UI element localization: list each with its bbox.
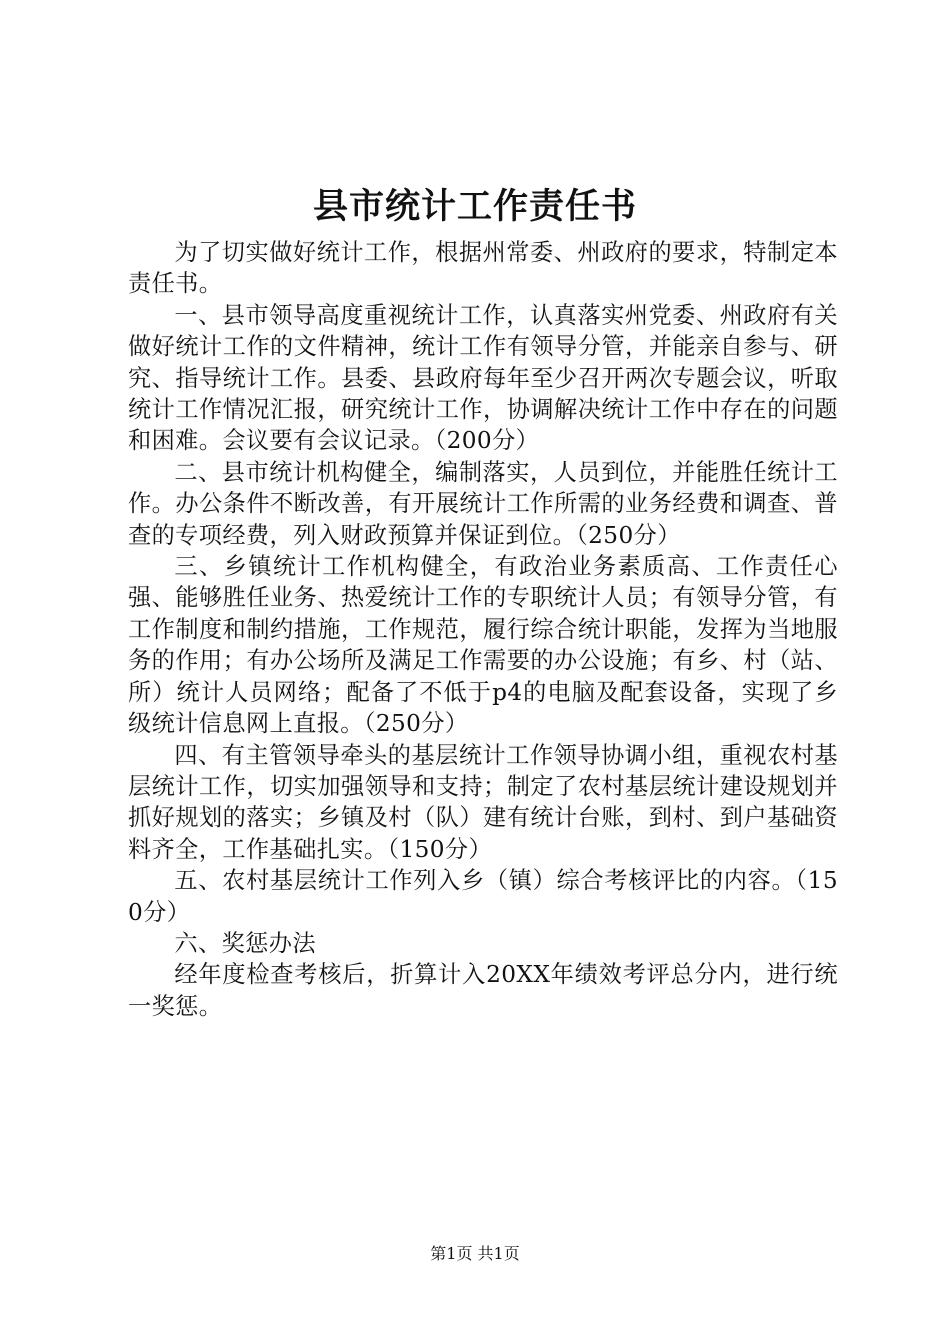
- paragraph-item-3: 三、乡镇统计工作机构健全，有政治业务素质高、工作责任心强、能够胜任业务、热爱统计工作的专职统计人员；有领导分管，有工作制度和制约措施，工作规范，履行综合统计职能，发挥为当地服务的作用；有办公场所及满足工作需要的办公设施；有乡、村（站、所）统计人员网络；配备了不低于p4的电脑及配套设备，实现了乡级统计信息网上直报。（250分）: [128, 553, 838, 738]
- paragraph-closing: 经年度检查考核后，折算计入20XX年绩效考评总分内，进行统一奖惩。: [128, 961, 838, 1020]
- document-body: [128, 237, 838, 1022]
- document-title: 县市统计工作责任书: [312, 186, 637, 227]
- paragraph-item-2: 二、县市统计机构健全，编制落实，人员到位，并能胜任统计工作。办公条件不断改善，有开展统计工作所需的业务经费和调查、普查的专项经费，列入财政预算并保证到位。（250分）: [128, 458, 838, 549]
- paragraph-intro: 为了切实做好统计工作，根据州常委、州政府的要求，特制定本责任书。: [128, 239, 838, 298]
- paragraph-item-4: 四、有主管领导牵头的基层统计工作领导协调小组，重视农村基层统计工作，切实加强领导和支持；制定了农村基层统计建设规划并抓好规划的落实；乡镇及村（队）建有统计台账，到村、到户基础资料齐全，工作基础扎实。（150分）: [128, 741, 838, 863]
- paragraph-item-6-heading: 六、奖惩办法: [174, 929, 316, 957]
- paragraph-item-1: 一、县市领导高度重视统计工作，认真落实州党委、州政府有关做好统计工作的文件精神，统计工作有领导分管，并能亲自参与、研究、指导统计工作。县委、县政府每年至少召开两次专题会议，听取统计工作情况汇报，研究统计工作，协调解决统计工作中存在的问题和困难。会议要有会议记录。（200分）: [128, 301, 838, 455]
- paragraph-item-5: 五、农村基层统计工作列入乡（镇）综合考核评比的内容。（150分）: [128, 867, 838, 926]
- page-footer: 第1页 共1页: [430, 1244, 520, 1263]
